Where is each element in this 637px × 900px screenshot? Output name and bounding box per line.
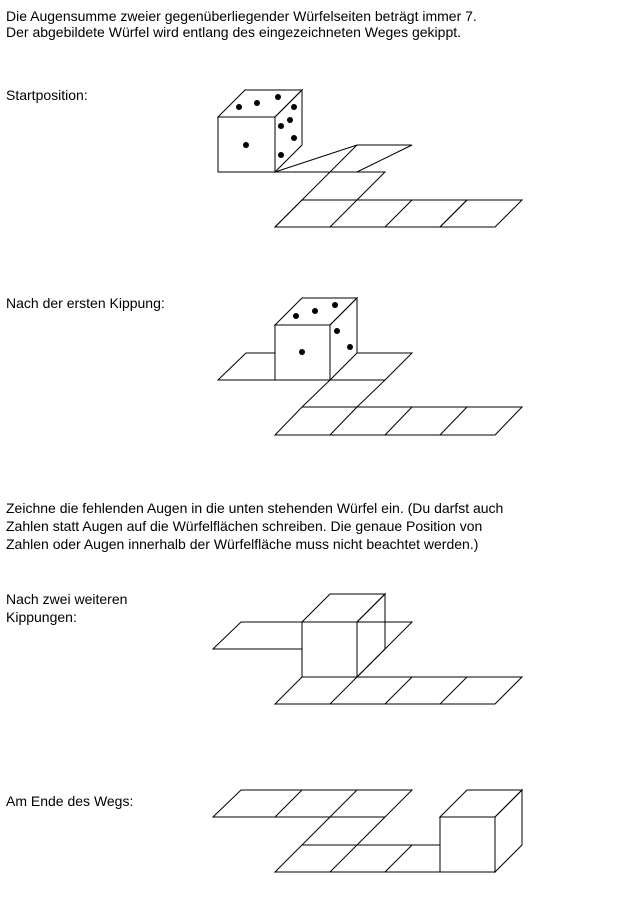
pip bbox=[291, 135, 297, 141]
task-line-3: Zahlen oder Augen innerhalb der Würfelfläche muss nicht beachtet werden.) bbox=[6, 536, 479, 552]
label-two-tilts-1: Nach zwei weiteren bbox=[6, 591, 128, 607]
pip bbox=[243, 142, 249, 148]
pip bbox=[278, 123, 284, 129]
die-after-two-tilts bbox=[302, 594, 385, 677]
path-grid-two bbox=[213, 622, 522, 704]
pip bbox=[293, 313, 299, 319]
pip bbox=[254, 100, 260, 106]
pip bbox=[291, 104, 297, 110]
label-first-tilt: Nach der ersten Kippung: bbox=[6, 295, 165, 311]
task-line-2: Zahlen statt Augen auf die Würfelflächen schreiben. Die genaue Position von bbox=[6, 518, 483, 534]
label-startposition: Startposition: bbox=[6, 87, 88, 103]
label-two-tilts-2: Kippungen: bbox=[6, 609, 77, 625]
figure-end bbox=[213, 790, 522, 872]
pip bbox=[275, 94, 281, 100]
die-start bbox=[218, 90, 302, 172]
pip bbox=[347, 344, 353, 350]
path-grid-start bbox=[275, 145, 522, 227]
pip bbox=[334, 328, 340, 334]
pip bbox=[299, 349, 305, 355]
die-first-tilt bbox=[275, 298, 357, 380]
figure-first-tilt bbox=[218, 298, 522, 435]
pip bbox=[287, 117, 293, 123]
pip bbox=[312, 308, 318, 314]
label-end-of-path: Am Ende des Wegs: bbox=[6, 793, 134, 809]
intro-line-2: Der abgebildete Würfel wird entlang des eingezeichneten Weges gekippt. bbox=[6, 24, 462, 40]
path-grid-end bbox=[213, 790, 440, 872]
pip bbox=[236, 104, 242, 110]
intro-line-1: Die Augensumme zweier gegenüberliegender Würfelseiten beträgt immer 7. bbox=[6, 8, 477, 24]
pip bbox=[278, 152, 284, 158]
pip bbox=[332, 302, 338, 308]
figure-after-two-tilts bbox=[213, 594, 522, 704]
figure-start bbox=[218, 90, 522, 227]
die-end bbox=[440, 790, 522, 872]
task-line-1: Zeichne die fehlenden Augen in die unten stehenden Würfel ein. (Du darfst auch bbox=[6, 500, 504, 516]
path-grid-first bbox=[218, 353, 522, 435]
